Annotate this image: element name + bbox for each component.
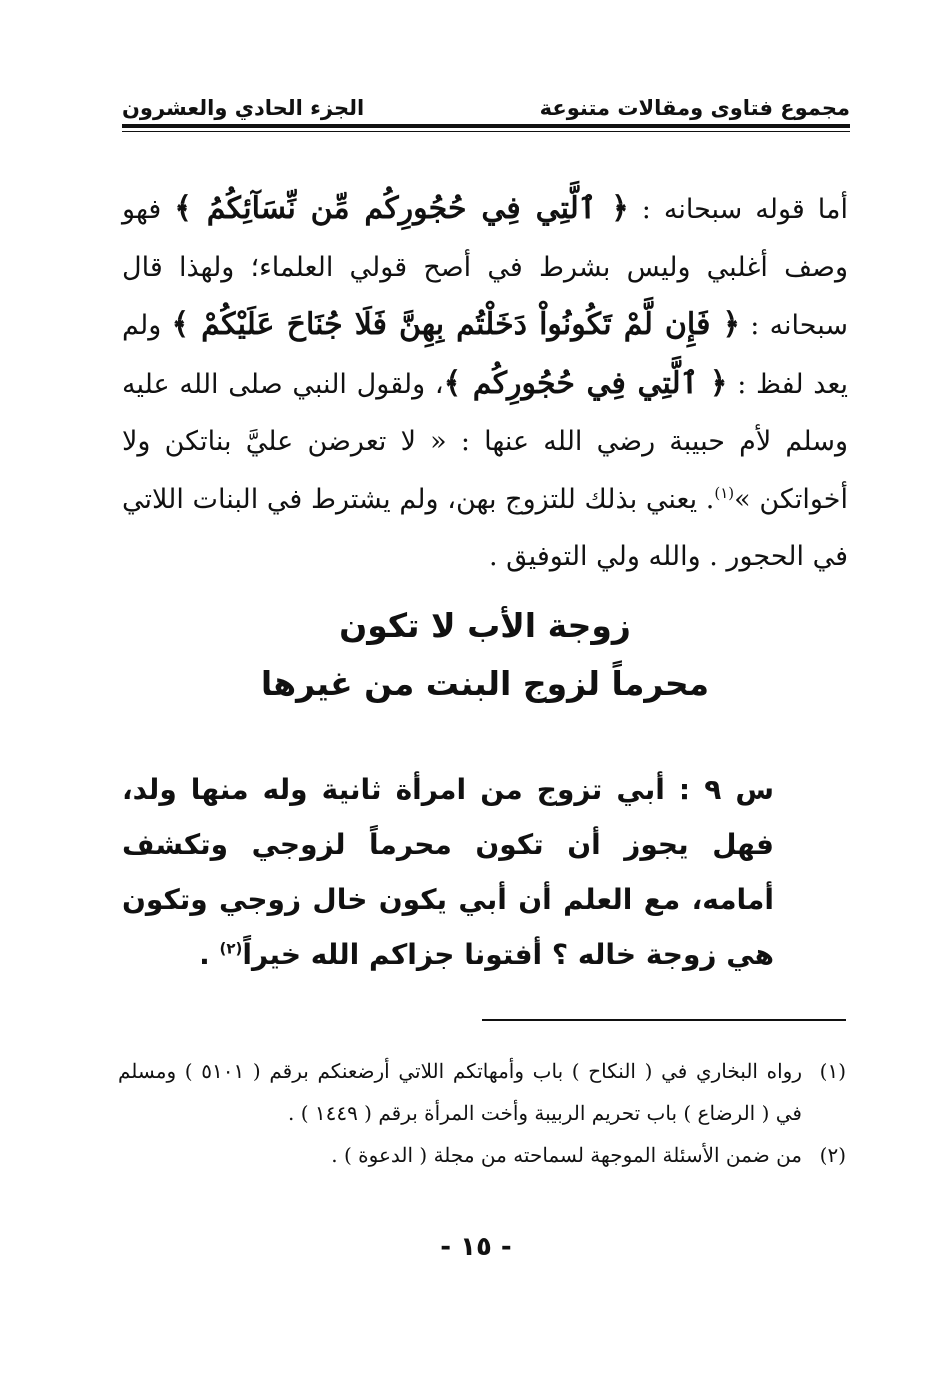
footnote-1-number: (١) bbox=[819, 1059, 846, 1083]
body-intro: أما قوله سبحانه : bbox=[628, 194, 848, 225]
volume-label: الجزء الحادي والعشرون bbox=[122, 96, 365, 120]
footnote-ref-1[interactable]: (١) bbox=[714, 483, 735, 502]
footnote-2-number: (٢) bbox=[819, 1143, 846, 1167]
footnotes bbox=[118, 1050, 846, 1176]
section-title-line-2: محرماً لزوج البنت من غيرها bbox=[260, 664, 710, 703]
section-title bbox=[122, 597, 848, 713]
footnote-1-text: رواه البخاري في ( النكاح ) باب وأمهاتكم اللاتي أرضعنكم برقم ( ٥١٠١ ) ومسلم في ( الرضاع ) باب تحريم الربيبة وأخت المرأة برقم ( ١٤٤٩ ) . bbox=[118, 1059, 802, 1125]
question-paragraph bbox=[122, 762, 774, 982]
footnote-2-text: من ضمن الأسئلة الموجهة لسماحته من مجلة ( الدعوة ) . bbox=[331, 1143, 802, 1167]
footnote-separator bbox=[482, 1019, 846, 1021]
body-part-2: فهو وصف أغلبي وليس بشرط في أصح قولي العلماء؛ ولهذا قال سبحانه : bbox=[122, 194, 848, 341]
book-title: مجموع فتاوى ومقالات متنوعة bbox=[539, 96, 850, 120]
quran-verse-2: ﴿ فَإِن لَّمْ تَكُونُواْ دَخَلْتُم بِهِنَّ فَلَا جُنَاحَ عَلَيْكُمْ ﴾ bbox=[171, 307, 741, 342]
footnote-1 bbox=[118, 1050, 846, 1134]
footnote-ref-2[interactable]: (٢) bbox=[219, 939, 243, 958]
section-title-line-1: زوجة الأب لا تكون bbox=[339, 606, 631, 645]
body-part-5: . يعني بذلك للتزوج بهن، ولم يشترط في البنات اللاتي في الحجور . والله ولي التوفيق . bbox=[122, 483, 848, 572]
quran-verse-1: ﴿ ٱلَّتِي فِي حُجُورِكُم مِّن نِّسَآئِكُمُ ﴾ bbox=[174, 191, 629, 226]
question-text: س ٩ : أبي تزوج من امرأة ثانية وله منها ولد، فهل يجوز أن تكون محرماً لزوجي وتكشف أمامه، مع العلم أن أبي يكون خال زوجي وتكون هي زوجة خاله ؟ أفتونا جزاكم الله خيراً bbox=[122, 773, 774, 971]
body-part-4: ، ولقول النبي صلى الله عليه وسلم لأم حبيبة رضي الله عنها : « لا تعرضن عليَّ بناتكن ولا أخواتكن » bbox=[122, 368, 848, 515]
page-number: - ١٥ - bbox=[440, 1232, 512, 1262]
footnote-2 bbox=[118, 1134, 846, 1176]
running-header bbox=[122, 86, 850, 120]
header-rule-thin bbox=[122, 131, 850, 132]
quran-verse-3: ﴿ ٱلَّتِي فِي حُجُورِكُم ﴾ bbox=[443, 365, 728, 401]
body-paragraph bbox=[122, 180, 848, 586]
body-part-3: ولم يعد لفظ : bbox=[122, 310, 849, 400]
header-rule-thick bbox=[122, 124, 850, 128]
question-end: . bbox=[199, 938, 220, 971]
